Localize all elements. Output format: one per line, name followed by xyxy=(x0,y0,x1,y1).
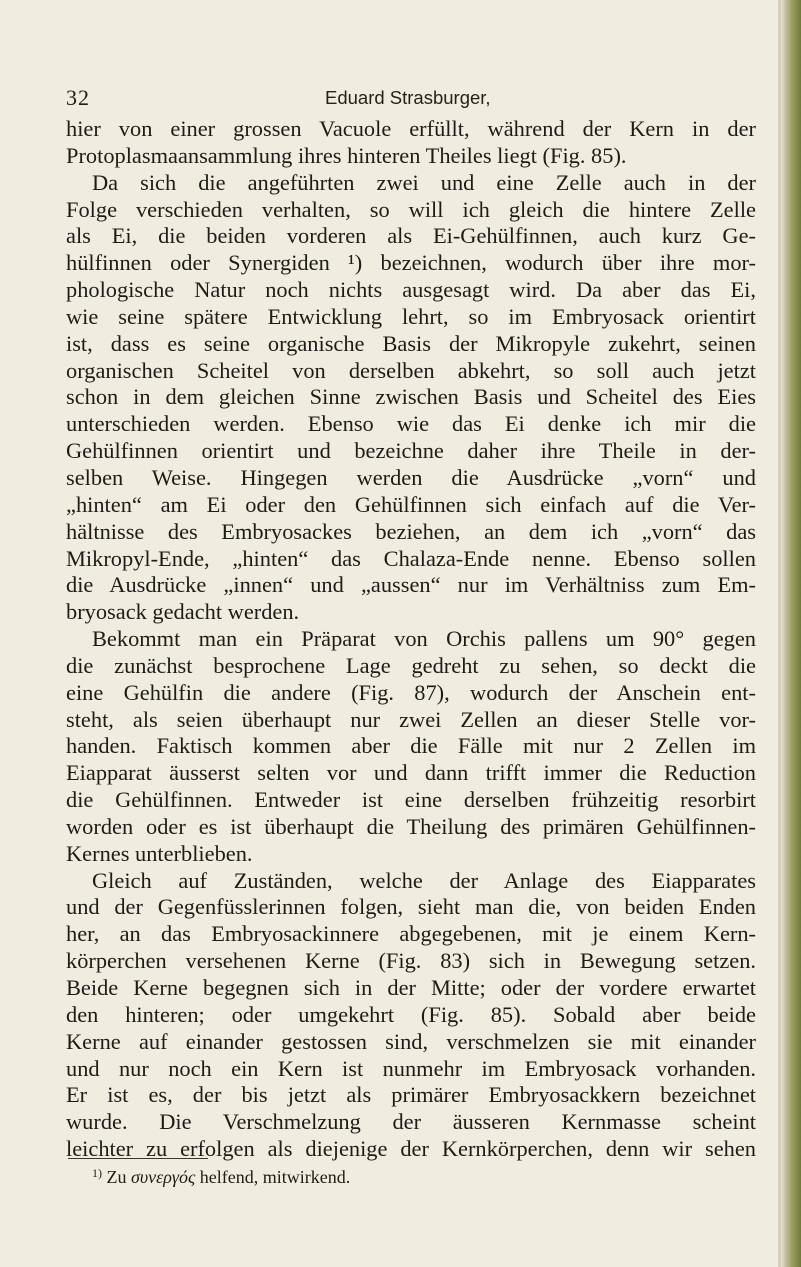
text-line: als Ei, die beiden vorderen als Ei-Gehülfinnen, auch kurz Ge- xyxy=(66,223,756,249)
footnote-greek-word: συνεργός xyxy=(131,1167,196,1187)
text-line: Beide Kerne begegnen sich in der Mitte; oder der vordere erwartet xyxy=(66,975,756,1000)
text-line: Mikropyl-Ende, „hinten“ das Chalaza-Ende nenne. Ebenso sollen xyxy=(66,545,756,571)
text-line: leichter zu erfolgen als diejenige der Kernkörperchen, denn wir sehen xyxy=(66,1136,756,1162)
footnote-text: helfend, mitwirkend. xyxy=(199,1167,351,1187)
text-line: Kerne auf einander gestossen sind, verschmelzen sie mit einander xyxy=(66,1028,756,1054)
text-line: hülfinnen oder Synergiden ¹) bezeichnen, wodurch über ihre mor- xyxy=(66,250,756,276)
text-line: Protoplasmaansammlung ihres hinteren Theiles liegt (Fig. 85). xyxy=(66,142,627,168)
text-line: die Ausdrücke „innen“ und „aussen“ nur im Verhältniss zum Em- xyxy=(66,572,756,598)
text-line: handen. Faktisch kommen aber die Fälle mit nur 2 Zellen im xyxy=(66,733,756,759)
text-line: phologische Natur noch nichts ausgesagt wird. Da aber das Ei, xyxy=(66,277,756,303)
text-line: unterschieden werden. Ebenso wie das Ei denke ich mir die xyxy=(66,411,756,437)
text-line: den hinteren; oder umgekehrt (Fig. 85). Sobald aber beide xyxy=(66,1001,756,1027)
text-line: Gleich auf Zuständen, welche der Anlage des Eiapparates xyxy=(92,867,756,893)
text-line: die zunächst besprochene Lage gedreht zu sehen, so deckt die xyxy=(66,652,756,678)
text-line: organischen Scheitel von derselben abkehrt, so soll auch jetzt xyxy=(66,357,756,383)
text-line: Bekommt man ein Präparat von Orchis pallens um 90° gegen xyxy=(92,626,756,652)
text-line: ist, dass es seine organische Basis der Mikropyle zukehrt, seinen xyxy=(66,330,756,356)
page-number: 32 xyxy=(66,85,90,110)
text-line: die Gehülfinnen. Entweder ist eine derselben frühzeitig resorbirt xyxy=(66,787,756,813)
text-line: bryosack gedacht werden. xyxy=(66,599,300,625)
text-line: her, an das Embryosackinnere abgegebenen, mit je einem Kern- xyxy=(66,921,756,947)
running-head: Eduard Strasburger, xyxy=(325,87,491,108)
footnote-prefix: Zu xyxy=(106,1167,127,1187)
text-line: schon in dem gleichen Sinne zwischen Basis und Scheitel des Eies xyxy=(66,384,756,410)
text-line: hier von einer grossen Vacuole erfüllt, während der Kern in der xyxy=(66,116,756,141)
text-line: worden oder es ist überhaupt die Theilung des primären Gehülfinnen- xyxy=(66,813,756,839)
text-line: Da sich die angeführten zwei und eine Zelle auch in der xyxy=(92,169,756,195)
text-line: Er ist es, der bis jetzt als primärer Embryosackkern bezeichnet xyxy=(66,1082,756,1108)
text-line: wie seine spätere Entwicklung lehrt, so im Embryosack orientirt xyxy=(66,303,756,329)
text-line: steht, als seien überhaupt nur zwei Zellen an dieser Stelle vor- xyxy=(66,706,756,732)
text-line: und nur noch ein Kern ist nunmehr im Embryosack vorhanden. xyxy=(66,1055,756,1081)
text-line: selben Weise. Hingegen werden die Ausdrücke „vorn“ und xyxy=(66,464,756,490)
text-line: Gehülfinnen orientirt und bezeichne daher ihre Theile in der- xyxy=(66,438,756,464)
text-line: körperchen versehenen Kerne (Fig. 83) sich in Bewegung setzen. xyxy=(66,948,756,974)
text-line: Eiapparat äusserst selten vor und dann trifft immer die Reduction xyxy=(66,760,756,786)
text-line: „hinten“ am Ei oder den Gehülfinnen sich einfach auf die Ver- xyxy=(66,491,756,517)
page-header xyxy=(66,85,756,109)
book-spine-edge xyxy=(781,0,801,1267)
text-line: und der Gegenfüsslerinnen folgen, sieht man die, von beiden Enden xyxy=(66,894,756,920)
text-line: wurde. Die Verschmelzung der äusseren Kernmasse scheint xyxy=(66,1109,756,1135)
text-line: Folge verschieden verhalten, so will ich gleich die hintere Zelle xyxy=(66,196,756,222)
footnote xyxy=(92,1166,350,1188)
text-line: hältnisse des Embryosackes beziehen, an dem ich „vorn“ das xyxy=(66,518,756,544)
text-line: eine Gehülfin die andere (Fig. 87), wodurch der Anschein ent- xyxy=(66,679,756,705)
footnote-rule xyxy=(68,1158,208,1159)
body-text xyxy=(66,116,756,1163)
text-line: Kernes unterblieben. xyxy=(66,840,253,866)
footnote-marker: 1) xyxy=(92,1166,102,1180)
